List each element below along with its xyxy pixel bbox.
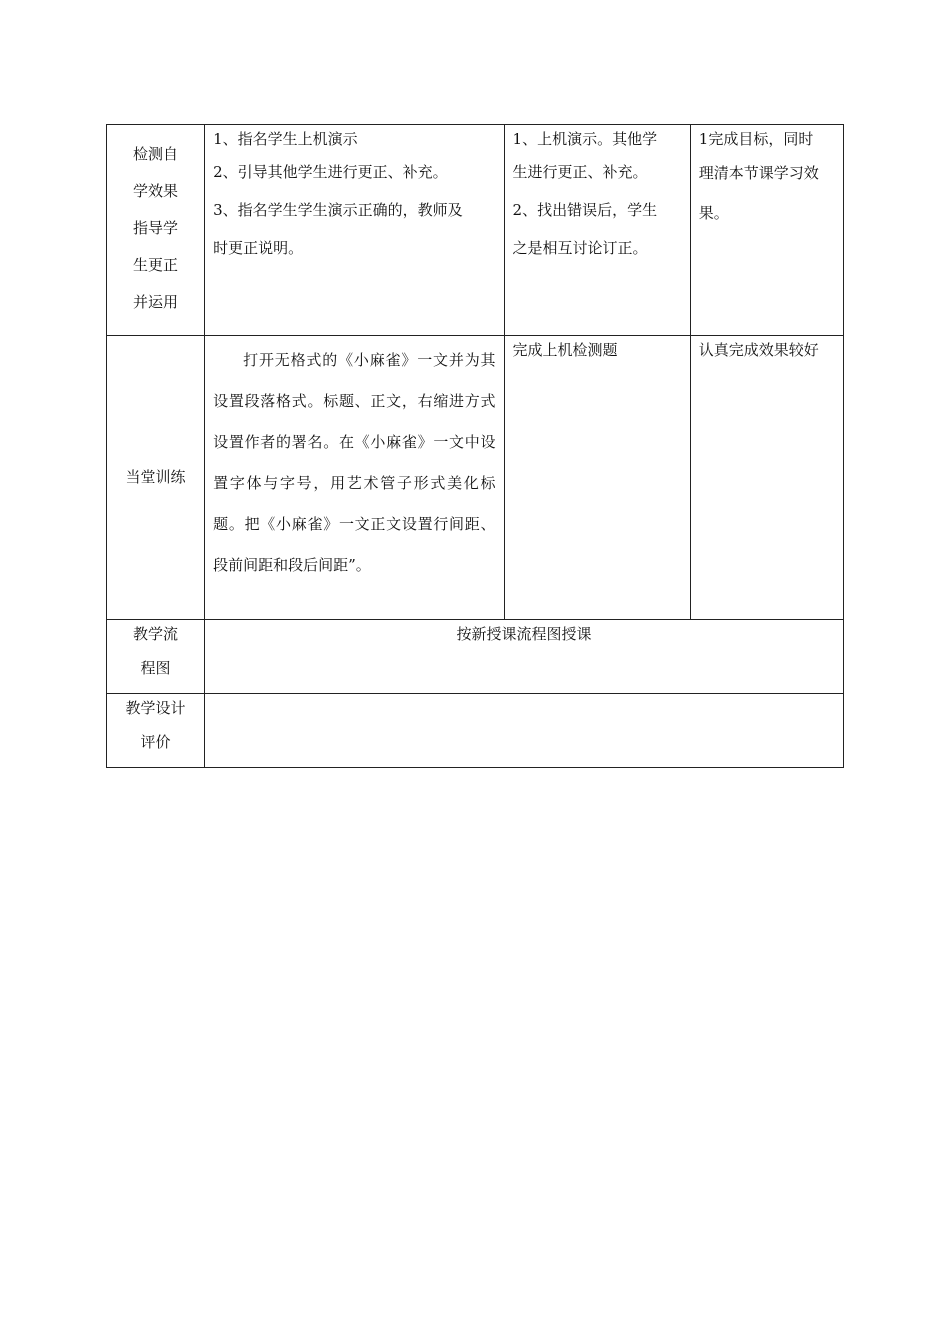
row-label-cell — [107, 694, 205, 768]
teacher-activity-cell — [205, 125, 504, 336]
row-label: 当堂训练 — [125, 468, 186, 486]
table-row-in-class-practice — [107, 336, 844, 620]
teacher-activity-line: 2、引导其他学生进行更正、补充。 — [213, 163, 448, 181]
goal-line: 1完成目标，同时 — [698, 130, 814, 148]
goal-cell — [690, 336, 843, 620]
goal-line: 果。 — [698, 204, 729, 222]
flowchart-content-cell — [205, 620, 844, 694]
table-row-flowchart — [107, 620, 844, 694]
student-activity-cell — [504, 125, 690, 336]
row-label-line: 生更正 — [133, 256, 179, 274]
table-row-check-effect — [107, 125, 844, 336]
design-evaluation-content-cell — [205, 694, 844, 768]
teacher-activity-line: 1、指名学生上机演示 — [213, 130, 358, 148]
row-label-line: 教学设计 — [125, 699, 186, 717]
goal-text: 认真完成效果较好 — [698, 341, 819, 359]
goal-cell — [690, 125, 843, 336]
student-activity-line: 之是相互讨论订正。 — [512, 239, 648, 257]
row-label-line: 学效果 — [133, 182, 179, 200]
row-label-line: 教学流 — [133, 625, 179, 643]
student-activity-text: 完成上机检测题 — [512, 341, 618, 359]
table-row-design-evaluation — [107, 694, 844, 768]
student-activity-line: 2、找出错误后，学生 — [512, 201, 658, 219]
row-label-cell — [107, 125, 205, 336]
row-label-line: 检测自 — [133, 145, 179, 163]
lesson-plan-table — [106, 124, 844, 768]
teacher-activity-paragraph: 打开无格式的《小麻雀》一文并为其设置段落格式。标题、正文，右缩进方式设置作者的署名。在《小麻雀》一文中设置字体与字号，用艺术管子形式美化标题。把《小麻雀》一文正文设置行间距、段前间距和段后间距”。 — [213, 351, 496, 574]
student-activity-cell — [504, 336, 690, 620]
row-label-line: 并运用 — [133, 293, 179, 311]
row-label-line: 程图 — [140, 659, 171, 677]
row-label-line: 评价 — [140, 733, 171, 751]
teacher-activity-line: 时更正说明。 — [213, 239, 304, 257]
student-activity-line: 生进行更正、补充。 — [512, 163, 648, 181]
teacher-activity-cell — [205, 336, 504, 620]
row-label-cell — [107, 620, 205, 694]
teacher-activity-line: 3、指名学生学生演示正确的，教师及 — [213, 201, 463, 219]
row-label-cell — [107, 336, 205, 620]
goal-line: 理清本节课学习效 — [698, 164, 819, 182]
student-activity-line: 1、上机演示。其他学 — [512, 130, 658, 148]
flowchart-content: 按新授课流程图授课 — [456, 625, 592, 643]
row-label-line: 指导学 — [133, 219, 179, 237]
